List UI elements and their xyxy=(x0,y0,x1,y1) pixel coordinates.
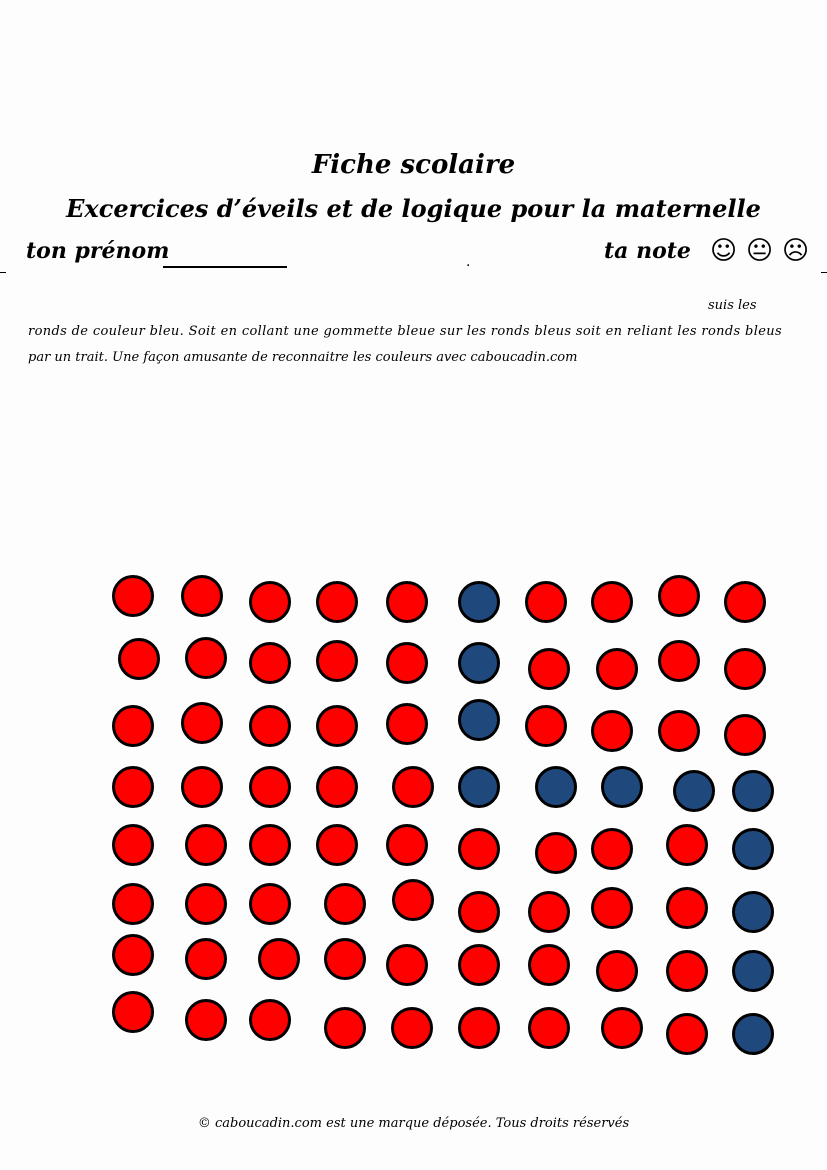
red-dot xyxy=(318,768,357,807)
footer-copyright: © caboucadin.com est une marque déposée. Tous droits réservés xyxy=(197,1116,630,1131)
red-dot xyxy=(460,946,499,985)
red-dot xyxy=(187,885,226,924)
red-dot xyxy=(598,650,637,689)
red-dot xyxy=(187,940,226,979)
blue-dot xyxy=(734,830,773,869)
red-dot xyxy=(114,993,153,1032)
red-dot xyxy=(326,940,365,979)
red-dot xyxy=(187,1001,226,1040)
neutral-face-icon: 😐 xyxy=(746,236,774,266)
red-dot xyxy=(593,830,632,869)
sad-face-icon: ☹ xyxy=(782,236,810,266)
blue-dot xyxy=(675,772,714,811)
red-dot xyxy=(726,716,765,755)
red-dot xyxy=(318,583,357,622)
red-dot xyxy=(388,826,427,865)
red-dot xyxy=(114,936,153,975)
red-dot xyxy=(120,640,159,679)
red-dot xyxy=(668,1015,707,1054)
red-dot xyxy=(668,826,707,865)
red-dot xyxy=(593,889,632,928)
page-title: Fiche scolaire xyxy=(311,150,516,180)
red-dot xyxy=(726,650,765,689)
red-dot xyxy=(660,642,699,681)
red-dot xyxy=(668,889,707,928)
red-dot xyxy=(251,644,290,683)
red-dot xyxy=(593,712,632,751)
red-dot xyxy=(388,946,427,985)
red-dot xyxy=(183,577,222,616)
blue-dot xyxy=(460,701,499,740)
red-dot xyxy=(726,583,765,622)
red-dot xyxy=(460,830,499,869)
red-dot xyxy=(114,885,153,924)
instruction-line-0: suis les xyxy=(708,298,757,313)
red-dot xyxy=(527,583,566,622)
red-dot xyxy=(114,768,153,807)
red-dot xyxy=(593,583,632,622)
blue-dot xyxy=(734,772,773,811)
red-dot xyxy=(251,1001,290,1040)
red-dot xyxy=(598,952,637,991)
red-dot xyxy=(393,1009,432,1048)
red-dot xyxy=(183,704,222,743)
red-dot xyxy=(183,768,222,807)
red-dot xyxy=(251,885,290,924)
red-dot xyxy=(388,583,427,622)
red-dot xyxy=(460,893,499,932)
instruction-line-2: par un trait. Une façon amusante de reconnaitre les couleurs avec caboucadin.com xyxy=(28,350,578,365)
red-dot xyxy=(187,826,226,865)
red-dot xyxy=(251,583,290,622)
red-dot xyxy=(326,1009,365,1048)
red-dot xyxy=(388,644,427,683)
red-dot xyxy=(668,952,707,991)
blue-dot xyxy=(603,768,642,807)
blue-dot xyxy=(734,1015,773,1054)
happy-face-icon: ☺ xyxy=(710,236,738,266)
red-dot xyxy=(326,885,365,924)
red-dot xyxy=(460,1009,499,1048)
blue-dot xyxy=(537,768,576,807)
blue-dot xyxy=(460,768,499,807)
red-dot xyxy=(530,650,569,689)
red-dot xyxy=(527,707,566,746)
red-dot xyxy=(388,705,427,744)
red-dot xyxy=(660,577,699,616)
instruction-line-1: ronds de couleur bleu. Soit en collant une gommette bleue sur les ronds bleus soit en reliant les ronds bleus xyxy=(28,324,783,339)
red-dot xyxy=(114,577,153,616)
red-dot xyxy=(114,826,153,865)
red-dot xyxy=(603,1009,642,1048)
red-dot xyxy=(530,946,569,985)
center-mark: . xyxy=(466,254,471,270)
red-dot xyxy=(187,639,226,678)
red-dot xyxy=(530,1009,569,1048)
blue-dot xyxy=(460,644,499,683)
red-dot xyxy=(114,707,153,746)
red-dot xyxy=(394,768,433,807)
red-dot xyxy=(318,707,357,746)
blue-dot xyxy=(734,893,773,932)
red-dot xyxy=(251,826,290,865)
grade-label: ta note xyxy=(604,238,691,264)
red-dot xyxy=(660,712,699,751)
red-dot xyxy=(260,940,299,979)
page-subtitle: Excercices d’éveils et de logique pour la maternelle xyxy=(66,194,761,223)
red-dot xyxy=(251,768,290,807)
red-dot xyxy=(251,707,290,746)
blue-dot xyxy=(460,583,499,622)
red-dot xyxy=(530,893,569,932)
name-label: ton prénom xyxy=(26,238,170,264)
red-dot xyxy=(394,881,433,920)
blue-dot xyxy=(734,952,773,991)
red-dot xyxy=(318,826,357,865)
red-dot xyxy=(537,834,576,873)
red-dot xyxy=(318,642,357,681)
